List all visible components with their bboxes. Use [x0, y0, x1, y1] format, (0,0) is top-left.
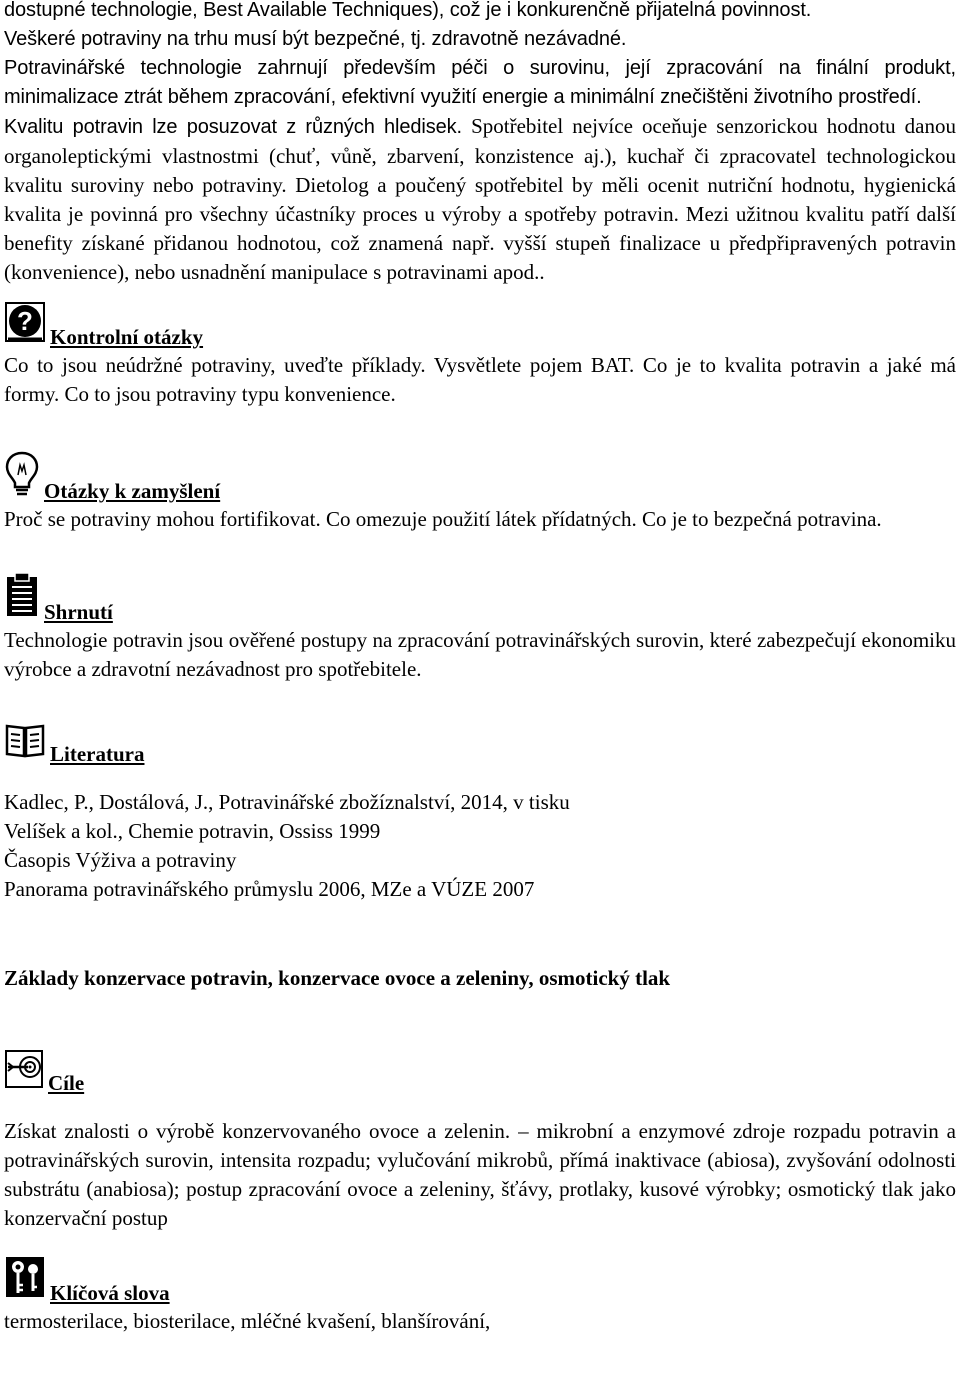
literature-heading	[4, 718, 956, 768]
lightbulb-icon	[4, 451, 40, 505]
quality-lead: Kvalitu potravin lze posuzovat z různých hledisek.	[4, 116, 463, 138]
keywords-title: Klíčová slova	[50, 1281, 170, 1305]
literature-item: Panorama potravinářského průmyslu 2006, MZe a VÚZE 2007	[4, 877, 535, 901]
summary-title: Shrnutí	[44, 600, 113, 624]
clipboard-icon	[4, 572, 40, 626]
goals-heading	[4, 1049, 956, 1097]
quality-rest: Spotřebitel nejvíce oceňuje senzorickou hodnotu danou organoleptickými vlastnostmi (chuť, vůně, zbarvení, konzistence aj.), kuchař či zpracovatel technologickou kvalitu suroviny nebo potraviny. Dietolog a poučený spotřebitel by měli ocenit nutriční hodnotu, hygienická kvalita je povinná pro všechny účastníky proces u výroby a spotřeby potravin. Mezi užitnou kvalitu patří další benefity získané přidanou hodnotou, což znamená např. vyšší stupeň finalizace u předpřipravených potravin (konvenience), nebo usnadnění manipulace s potravinami apod..	[4, 114, 956, 284]
svg-text:?: ?	[17, 306, 33, 336]
summary-heading	[4, 572, 956, 626]
document-page	[4, 0, 956, 1336]
question-icon	[4, 301, 46, 351]
reflection-heading	[4, 451, 956, 505]
intro-quality-paragraph	[4, 112, 956, 287]
summary-text: Technologie potravin jsou ověřené postupy na zpracování potravinářských surovin, které zabezpečují ekonomiku výrobce a zdravotní nezávadnost pro spotřebitele.	[4, 628, 956, 681]
chapter-title: Základy konzervace potravin, konzervace ovoce a zeleniny, osmotický tlak	[4, 966, 671, 990]
control-questions-heading	[4, 301, 956, 351]
control-questions-text: Co to jsou neúdržné potraviny, uveďte příklady. Vysvětlete pojem BAT. Co je to kvalita potravin a jaké má formy. Co to jsou potraviny typu konvenience.	[4, 353, 956, 406]
intro-tech-paragraph: Potravinářské technologie zahrnují především péči o surovinu, její zpracování na finální produkt, minimalizace ztrát během zpracování, efektivní využití energie a minimální znečištěni životního prostředí.	[4, 57, 956, 108]
goals-title: Cíle	[48, 1071, 85, 1095]
keys-icon	[4, 1255, 46, 1307]
reflection-title: Otázky k zamyšlení	[44, 479, 221, 503]
intro-line-2: Veškeré potraviny na trhu musí být bezpečné, tj. zdravotně nezávadné.	[4, 28, 627, 50]
intro-line-1: dostupné technologie, Best Available Techniques), což je i konkurenčně přijatelná povinnost.	[4, 0, 812, 21]
goals-text: Získat znalosti o výrobě konzervovaného ovoce a zelenin. – mikrobní a enzymové zdroje rozpadu potravin a potravinářských surovin, intensita rozpadu; vylučování mikrobů, přímá inaktivace (abiosa), zvyšování odolnosti substrátu (anabiosa); postup zpracování ovoce a zeleniny, šťávy, protlaky, kusové výrobky; osmotický tlak jako konzervační postup	[4, 1119, 956, 1230]
literature-item: Kadlec, P., Dostálová, J., Potravinářské zbožíznalství, 2014, v tisku	[4, 790, 570, 814]
control-questions-title: Kontrolní otázky	[50, 325, 204, 349]
keywords-heading	[4, 1255, 956, 1307]
keywords-text: termosterilace, biosterilace, mléčné kvašení, blanšírování,	[4, 1309, 491, 1333]
target-icon	[4, 1049, 44, 1097]
literature-item: Časopis Výživa a potraviny	[4, 848, 237, 872]
literature-item: Velíšek a kol., Chemie potravin, Ossiss 1999	[4, 819, 381, 843]
literature-title: Literatura	[50, 742, 145, 766]
reflection-text: Proč se potraviny mohou fortifikovat. Co omezuje použití látek přídatných. Co je to bezpečná potravina.	[4, 507, 882, 531]
book-icon	[4, 718, 46, 768]
literature-list	[4, 788, 956, 904]
